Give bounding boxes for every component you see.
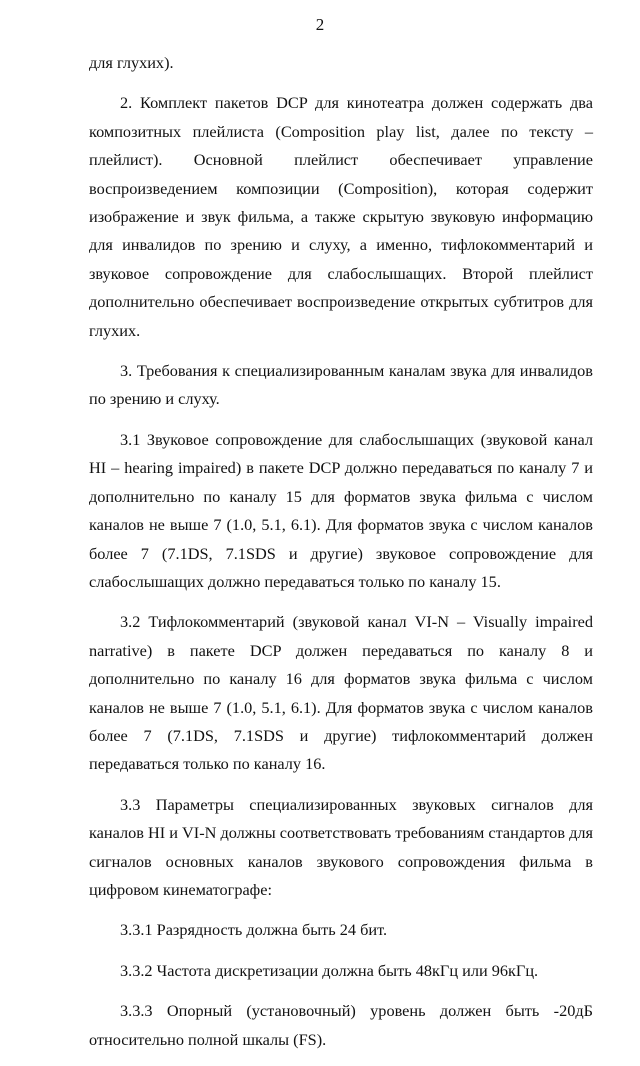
paragraph-3-3-2-sample-rate: 3.3.2 Частота дискретизации должна быть 48кГц или 96кГц. [120,960,539,980]
page-number: 2 [315,15,325,34]
paragraph-3-3-3-reference-level: 3.3.3 Опорный (установочный) уровень должен быть -20дБ относительно полной шкалы (FS). [89,1001,593,1049]
paragraph-2-dcp-kit: 2. Комплект пакетов DCP для кинотеатра должен содержать два композитных плейлиста (Composition play list, далее по тексту – плейлист). Основной плейлист обеспечивает управление воспроизведением композиции (Composition), которая содержит изображение и звук фильма, а также скрытую звуковую информацию для инвалидов по зрению и слуху, а именно, тифлокомментарий и звуковое сопровождение для слабослышащих. Второй плейлист дополнительно обеспечивает воспроизведение открытых субтитров для глухих. [89,93,593,340]
paragraph-3-1-hi-channel: 3.1 Звуковое сопровождение для слабослышащих (звуковой канал HI – hearing impaired) в пакете DCP должно передаваться по каналу 7 и дополнительно по каналу 15 для форматов звука фильма с числом каналов не выше 7 (1.0, 5.1, 6.1). Для форматов звука с числом каналов более 7 (7.1DS, 7.1SDS и другие) звуковое сопровождение для слабослышащих должно передаваться только по каналу 15. [89,429,593,591]
paragraph-3-2-vi-n-channel: 3.2 Тифлокомментарий (звуковой канал VI-N – Visually impaired narrative) в пакете DCP должен передаваться по каналу 8 и дополнительно по каналу 16 для форматов звука фильма с числом каналов не выше 7 (1.0, 5.1, 6.1). Для форматов звука с числом каналов более 7 (7.1DS, 7.1SDS и другие) тифлокомментарий должен передаваться только по каналу 16. [89,612,593,774]
paragraph-3-3-1-bit-depth: 3.3.1 Разрядность должна быть 24 бит. [120,920,388,940]
paragraph-3-requirements: 3. Требования к специализированным каналам звука для инвалидов по зрению и слуху. [89,361,593,409]
document-body [89,49,593,1066]
paragraph-3-3-parameters: 3.3 Параметры специализированных звуковых сигналов для каналов HI и VI-N должны соответствовать требованиям стандартов для сигналов основных каналов звукового сопровождения фильма в цифровом кинематографе: [89,794,593,899]
paragraph-continuation: для глухих). [89,53,174,72]
